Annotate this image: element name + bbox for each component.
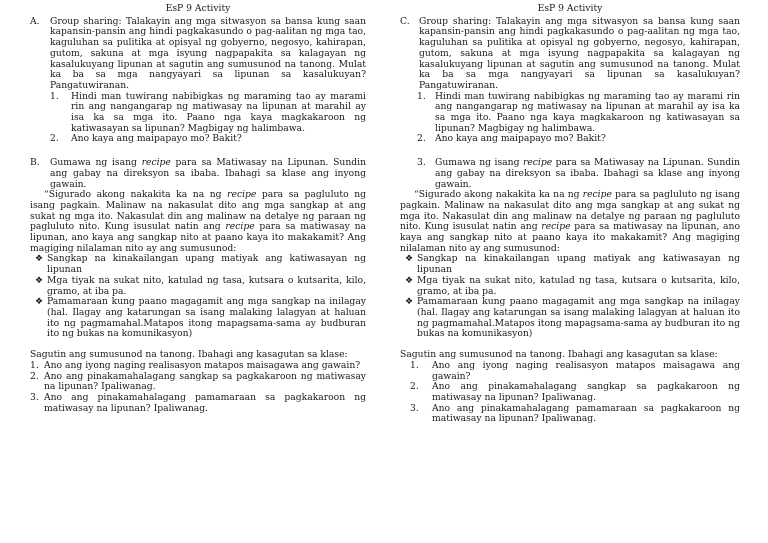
question-1-text: Hindi man tuwirang nabibigkas ng maraming tao ay marami rin ang nangangarap ng matiwasay na lipunan at marahil ay isa ka sa mga ito. Paano nga kaya magkakaroon ng katiwasayan sa lipunan? Magbigay ng halimbawa. <box>71 90 366 134</box>
page-title: EsP 9 Activity <box>165 3 231 14</box>
answer-question-3: 3. Ano ang pinakamahalagang pamamaraan sa pagkakaroon ng matiwasay na lipunan? Ipaliwanag. <box>410 402 740 425</box>
bullet-item <box>35 276 366 297</box>
question-2-number: 2. <box>417 133 426 145</box>
question-2-number: 2. <box>50 133 59 145</box>
diamond-bullet-icon: ❖ <box>35 275 44 286</box>
bullet-item <box>405 254 740 275</box>
bullet-text: Sangkap na kinakailangan upang matiyak ang katiwasayan ng lipunan <box>417 253 740 276</box>
right-column <box>400 4 740 425</box>
question-3-number: 3. <box>417 157 426 169</box>
section-b-label: B. <box>30 157 40 169</box>
question-1-number: 1. <box>50 90 59 102</box>
question-2-text: Ano kaya ang maipapayo mo? Bakit? <box>435 133 606 145</box>
question-2 <box>417 134 740 145</box>
section-c-text: Group sharing: Talakayin ang mga sitwasyon sa bansa kung saan kapansin-pansin ang hindi pagkakasundo o pag-aalitan ng mga tao, kaguluhan sa pulitika at opisyal ng gobyerno, negosyo, kahirapan, gutom, sakuna at mga isyung nagpapakita sa kalagayan ng kasalukuyang lipunan at sagutin ang sumusunod na tanong. Mulat ka ba sa mga nangyayari sa lipunan sa kasalukuyan? Pangatuwiranan. <box>419 15 740 91</box>
bullet-text: Sangkap na kinakailangan upang matiyak ang katiwasayan ng lipunan <box>47 253 366 276</box>
question-1-text: Hindi man tuwirang nabibigkas ng maraming tao ay marami rin ang nangangarap ng matiwasay na lipunan at marahil ay isa ka sa mga ito. Paano nga kaya magkakaroon ng katiwasayan sa lipunan? Magbigay ng halimbawa. <box>435 90 740 134</box>
question-3-text: Gumawa ng isang recipe para sa Matiwasay na Lipunan. Sundin ang gabay na direksyon sa ibaba. Ibahagi sa klase ang inyong gawain. <box>435 157 740 190</box>
diamond-bullet-icon: ❖ <box>35 254 44 265</box>
bullet-item <box>35 254 366 275</box>
question-1 <box>417 92 740 135</box>
answer-question-2: 2. Ano ang pinakamahalagang sangkap sa pagkakaroon ng matiwasay na lipunan? Ipaliwanag. <box>410 381 740 403</box>
recipe-quote: “Sigurado akong nakakita ka na ng recipe para sa pagluluto ng isang pagkain. Malinaw na nakasulat dito ang mga sangkap at ang sukat ng mga ito. Nakasulat din ang malinaw na detalye ng paraan ng pagluluto nito. Kung isusulat natin ang recipe para sa matiwasay na lipunan, ano kaya ang sangkap nito at paano kaya ito makakamit? Ang magiging nilalaman nito ay ang sumusunod: <box>30 189 367 254</box>
answer-question-2: 2. Ano ang pinakamahalagang sangkap sa pagkakaroon ng matiwasay na lipunan? Ipaliwanag. <box>30 370 366 393</box>
left-column <box>30 4 366 414</box>
answer-question-1: 1. Ano ang iyong naging realisasyon matapos maisagawa ang gawain? <box>30 359 361 371</box>
bullet-text: Pamamaraan kung paano magagamit ang mga sangkap na inilagay (hal. Ilagay ang katarungan sa isang malaking lalagyan at haluan ito ng pagmamahal.Matapos itong mapagsama-sama ay budburan ito ng bukas na komunikasyon) <box>417 296 740 340</box>
question-2-text: Ano kaya ang maipapayo mo? Bakit? <box>71 133 242 145</box>
diamond-bullet-icon: ❖ <box>405 297 414 308</box>
bullet-text: Mga tiyak na sukat nito, katulad ng tasa, kutsara o kutsarita, kilo, gramo, at iba pa. <box>417 274 740 297</box>
page-title: EsP 9 Activity <box>537 3 603 14</box>
answer-question-1: 1. Ano ang iyong naging realisasyon matapos maisagawa ang gawain? <box>410 359 740 382</box>
section-c-label: C. <box>400 15 410 27</box>
section-a-text: Group sharing: Talakayin ang mga sitwasyon sa bansa kung saan kapansin-pansin ang hindi pagkakasundo o pag-aalitan ng mga tao, kaguluhan sa pulitika at opisyal ng gobyerno, negosyo, kahirapan, gutom, sakuna at mga isyung nagpapakita sa kalagayan ng kasalukuyang lipunan at sagutin ang sumusunod na tanong. Mulat ka ba sa mga nangyayari sa lipunan sa kasalukuyan? Pangatuwiranan. <box>50 15 366 91</box>
section-c <box>400 17 740 92</box>
diamond-bullet-icon: ❖ <box>405 275 414 286</box>
section-b <box>30 158 366 190</box>
question-1 <box>50 92 366 135</box>
question-1-number: 1. <box>417 90 426 102</box>
recipe-quote: “Sigurado akong nakakita ka na ng recipe para sa pagluluto ng isang pagkain. Malinaw na nakasulat dito ang mga sangkap at ang sukat ng mga ito. Nakasulat din ang malinaw na detalye ng paraan ng pagluluto nito. Kung isusulat natin ang recipe para sa matiwasay na lipunan, ano kaya ang sangkap nito at paano kaya ito makakamit? Ang magiging nilalaman nito ay ang sumusunod: <box>400 189 740 254</box>
answer-instructions: Sagutin ang sumusunod na tanong. Ibahagi ang kasagutan sa klase: <box>30 349 348 361</box>
bullet-item <box>405 297 740 340</box>
section-a <box>30 17 366 92</box>
answer-question-3: 3. Ano ang pinakamahalagang pamamaraan sa pagkakaroon ng matiwasay na lipunan? Ipaliwanag. <box>30 391 366 414</box>
bullet-text: Pamamaraan kung paano magagamit ang mga sangkap na inilagay (hal. Ilagay ang katarungan sa isang malaking lalagyan at haluan ito ng pagmamahal.Matapos itong mapagsama-sama ay budburan ito ng bukas na komunikasyon) <box>47 296 366 340</box>
question-3 <box>417 158 740 190</box>
answer-instructions: Sagutin ang sumusunod na tanong. Ibahagi ang kasagutan sa klase: <box>400 349 718 361</box>
diamond-bullet-icon: ❖ <box>405 254 414 265</box>
diamond-bullet-icon: ❖ <box>35 297 44 308</box>
section-a-label: A. <box>30 15 40 27</box>
bullet-item <box>35 297 366 340</box>
section-b-text: Gumawa ng isang recipe para sa Matiwasay na Lipunan. Sundin ang gabay na direksyon sa ibaba. Ibahagi sa klase ang inyong gawain. <box>50 157 367 190</box>
question-2 <box>50 134 366 145</box>
bullet-text: Mga tiyak na sukat nito, katulad ng tasa, kutsara o kutsarita, kilo, gramo, at iba pa. <box>47 274 366 297</box>
bullet-item <box>405 276 740 297</box>
